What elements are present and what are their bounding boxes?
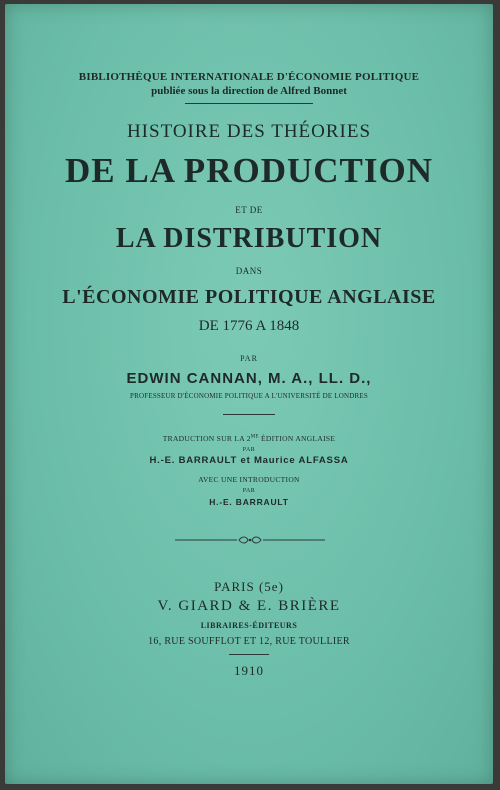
by-label: PAR: [242, 447, 256, 453]
publication-city: PARIS (5e): [214, 579, 284, 594]
title-connector-1: ET DE: [235, 205, 263, 215]
ornament-divider: [175, 535, 325, 545]
divider: [185, 103, 313, 104]
author-name: EDWIN CANNAN, M. A., LL. D.,: [126, 370, 372, 387]
title-line-3: LA DISTRIBUTION: [115, 223, 383, 254]
translation-prefix: TRADUCTION SUR LA 2: [162, 434, 251, 443]
publication-year: 1910: [234, 663, 264, 678]
title-line-4: L'ÉCONOMIE POLITIQUE ANGLAISE: [62, 286, 436, 308]
by-label: PAR: [240, 354, 258, 363]
introduction-author: H.-E. BARRAULT: [209, 497, 289, 507]
translation-note: [5, 434, 493, 443]
book-cover: [5, 4, 493, 784]
by-label: PAR: [242, 488, 256, 494]
author-title: PROFESSEUR D'ÉCONOMIE POLITIQUE A L'UNIVERSITÉ DE LONDRES: [130, 392, 368, 400]
translators: H.-E. BARRAULT et Maurice ALFASSA: [149, 455, 349, 466]
translation-superscript: ME: [250, 434, 259, 440]
publisher-address: 16, RUE SOUFFLOT ET 12, RUE TOULLIER: [148, 636, 350, 647]
publisher: V. GIARD & E. BRIÈRE: [157, 598, 341, 614]
title-dates: DE 1776 A 1848: [198, 318, 300, 334]
translation-suffix: ÉDITION ANGLAISE: [258, 434, 336, 443]
publisher-role: LIBRAIRES-ÉDITEURS: [200, 621, 298, 630]
series-editor: publiée sous la direction de Alfred Bonnet: [151, 85, 347, 97]
series-title: BIBLIOTHÈQUE INTERNATIONALE D'ÉCONOMIE POLITIQUE: [78, 71, 420, 83]
introduction-note: AVEC UNE INTRODUCTION: [198, 475, 300, 484]
title-line-1: HISTOIRE DES THÉORIES: [126, 121, 372, 142]
title-connector-2: DANS: [235, 266, 263, 276]
divider: [229, 654, 269, 655]
divider: [223, 414, 275, 415]
title-line-2: DE LA PRODUCTION: [65, 151, 433, 190]
